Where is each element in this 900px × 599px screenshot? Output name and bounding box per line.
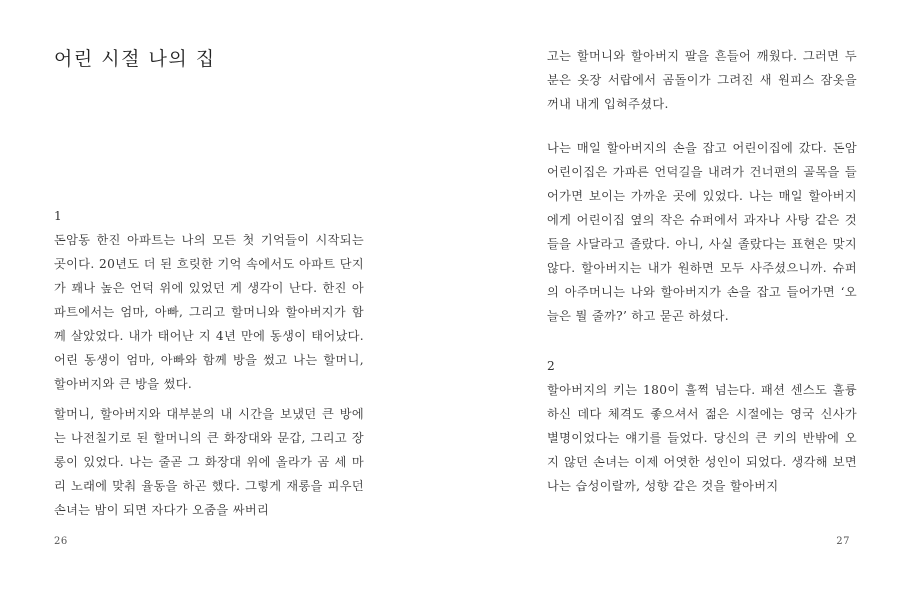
paragraph-text: 돈암동 한진 아파트는 나의 모든 첫 기억들이 시작되는 곳이다. 20년도 더 된 흐릿한 기억 속에서도 아파트 단지가 꽤나 높은 언덕 위에 있었던 게 생각이 난다. 한진 아파트에서는 엄마, 아빠, 그리고 할머니와 할아버지가 함께 살았었다. 내가 태어난 지 4년 만에 동생이 태어났다. 어린 동생이 엄마, 아빠와 함께 방을 썼고 나는 할머니, 할아버지와 큰 방을 썼다. xyxy=(54,233,364,391)
paragraph-text: 고는 할머니와 할아버지 팔을 흔들어 깨웠다. 그러면 두 분은 옷장 서랍에서 곰돌이가 그려진 새 원피스 잠옷을 꺼내 내게 입혀주셨다. xyxy=(547,49,857,111)
right-paragraph-2 xyxy=(547,136,857,328)
right-paragraph-3 xyxy=(547,378,857,498)
section-number-1: 1 xyxy=(54,209,62,223)
paragraph-text: 할머니, 할아버지와 대부분의 내 시간을 보냈던 큰 방에는 나전칠기로 된 할머니의 큰 화장대와 문갑, 그리고 장롱이 있었다. 나는 줄곧 그 화장대 위에 올라가 곰 세 마리 노래에 맞춰 율동을 하곤 했다. 그렇게 재롱을 피우던 손녀는 밤이 되면 자다가 오줌을 싸버리 xyxy=(54,407,364,517)
left-paragraph-2 xyxy=(54,402,364,522)
left-paragraph-1 xyxy=(54,228,364,396)
paragraph-text: 할아버지의 키는 180이 훌쩍 넘는다. 패션 센스도 훌륭하신 데다 체격도 좋으셔서 젊은 시절에는 영국 신사가 별명이었다는 얘기를 들었다. 당신의 큰 키의 반밖에 오지 않던 손녀는 이제 어엿한 성인이 되었다. 생각해 보면 나는 습성이랄까, 성향 같은 것을 할아버지 xyxy=(547,383,857,493)
paragraph-text: 나는 매일 할아버지의 손을 잡고 어린이집에 갔다. 돈암 어린이집은 가파른 언덕길을 내려가 건너편의 골목을 들어가면 보이는 가까운 곳에 있었다. 나는 매일 할아버지에게 어린이집 옆의 작은 슈퍼에서 과자나 사탕 같은 것들을 사달라고 졸랐다. 아니, 사실 졸랐다는 표현은 맞지 않다. 할아버지는 내가 원하면 모두 사주셨으니까. 슈퍼의 아주머니는 나와 할아버지가 손을 잡고 들어가면 ‘오늘은 뭘 줄까?’ 하고 묻곤 하셨다. xyxy=(547,141,857,323)
chapter-title: 어린 시절 나의 집 xyxy=(54,48,216,70)
section-number-2: 2 xyxy=(547,359,555,373)
page-number-left: 26 xyxy=(54,536,68,547)
right-paragraph-1 xyxy=(547,44,857,116)
right-page xyxy=(450,0,900,599)
page-number-right: 27 xyxy=(836,536,850,547)
